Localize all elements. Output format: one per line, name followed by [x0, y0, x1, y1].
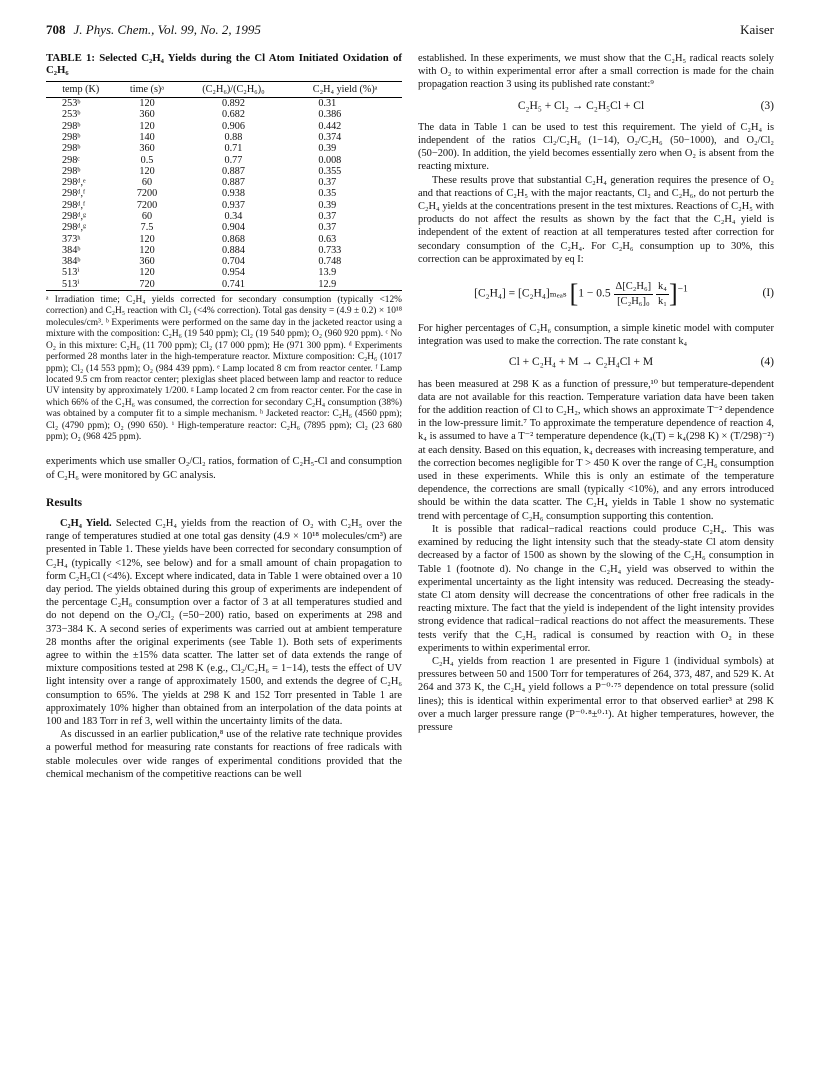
table-cell: 298ᵇ	[62, 143, 81, 155]
table-cell: 120	[139, 233, 155, 245]
page-header	[46, 22, 774, 42]
table-row	[46, 109, 402, 120]
table-cell: 298ᵈ,ᵍ	[62, 210, 87, 222]
table-cell: 0.63	[318, 233, 337, 245]
table-cell: 360	[139, 109, 155, 121]
col-header: (C₂H₆)/(C₂H₆)₀	[179, 81, 289, 97]
table-cell: 60	[141, 177, 153, 189]
paragraph-text: Selected C₂H₄ yields from the reaction of O₂ with C₂H₅ over the range of temperatures studied at one total gas density (4.9 × 10¹⁸ molecules/cm³) are presented in Table 1. These yields have been corrected for secondary consumption of C₂H₄ (typically <12%, see below) and for a small amount of chain propagation to form C₂H₅Cl (<4%). Except where indicated, data in Table 1 were obtained over a 10 day period. The yields obtained during this group of experiments are independent of the percentage C₂H₆ consumption over a factor of 3 at all temperatures studied and do not depend on the O₂/Cl₂ (=50−200) ratio, based on experiments at 298 and 373−384 K. A second series of experiments was carried out at ambient temperature 28 months after the original experiments (see Table 1). Both sets of experiments agree to within the ±15% data scatter. The latter set of data extends the range of mixture compositions tested at 298 K (e.g., Cl₂/C₂H₆ = 1−14), tests the effect of UV light intensity over a range of approximately 1500, and extends the degree of C₂H₆ consumption to 65%. The yields at 298 K and 152 Torr presented in Table 1 are approximately 10% higher than obtained from an interpolation of the data points at 100 and 183 Torr in ref 3, well within the uncertainty limits of the data.	[46, 517, 402, 727]
table-cell: 373ʰ	[62, 233, 81, 245]
table-cell: 0.733	[318, 244, 342, 256]
table-cell: 384ᵇ	[62, 256, 81, 268]
run-in-heading: C₂H₄ Yield.	[60, 517, 112, 529]
table-cell: 298ᵇ	[62, 120, 81, 132]
table-cell: 360	[139, 143, 155, 155]
table-cell: 7200	[136, 199, 158, 211]
table-row	[46, 279, 402, 291]
table-cell: 0.741	[179, 279, 289, 291]
table-cell: 298ᵈ,ᶠ	[62, 199, 86, 211]
table-cell: 120	[139, 98, 155, 110]
table-cell: 120	[139, 165, 155, 177]
section-heading: Results	[46, 495, 83, 509]
table-cell: 120	[139, 267, 155, 279]
table-cell: 0.35	[318, 188, 337, 200]
table-cell: 0.938	[221, 188, 245, 200]
table-cell: 298ᵇ	[62, 131, 81, 143]
table-cell: 0.386	[318, 109, 342, 121]
table-cell: 0.39	[318, 143, 337, 155]
table-cell: 0.008	[318, 154, 342, 166]
equation-I: [C₂H₄] = [C₂H₄]ₘₑₐₛ [1 − 0.5 $\frac{\text{Δ[C₂H₆]}}{\text{[C₂H₆]₀}}$ $\frac{\text{k₄}}{\text{k₁}}$ ]$^{-1}$ (I)	[474, 279, 774, 309]
table-cell: 298ᵈ,ᶠ	[62, 188, 86, 200]
table-cell: 298ᵇ	[62, 165, 81, 177]
table-cell: 298ᶜ	[62, 154, 80, 166]
fraction: $\frac{\text{k₄}}{\text{k₁}}$	[658, 281, 667, 307]
table-row	[46, 98, 402, 110]
table-cell: 0.37	[318, 177, 337, 189]
table-cell: 0.937	[221, 199, 245, 211]
table-cell: 0.88	[224, 131, 243, 143]
table-cell: 298ᵈ,ᵍ	[62, 222, 87, 234]
table-cell: 384ᵇ	[62, 244, 81, 256]
paragraph: has been measured at 298 K as a function of pressure,¹⁰ but temperature-dependent data are not available for this reaction. Temperature variation data have been taken for the addition reaction of Cl to C₂H₂, which shows an approximate T⁻² dependence in the low-pressure limit.⁷ To approximate the temperature dependence of reaction 4, k₄ is assumed to have a T⁻² temperature dependence (k₄(T) = k₄(298 K) × (T/298)⁻²) at each density. Based on this equation, k₄ decreases with increasing temperature, and the correction becomes negligible for T > 450 K over the range of C₂H₆ consumption used in these experiments. While this is only an estimate of the temperature dependence, the corrections are small (typically <10%), and any errors introduced should be within the data scatter. The C₂H₄ yields in Table 1 show no systematic trend with percentage of C₂H₆ consumption supporting this contention.	[418, 378, 774, 522]
table-cell: 360	[139, 256, 155, 268]
table-row	[46, 155, 402, 166]
table-cell: 0.906	[221, 120, 245, 132]
table-cell: 0.442	[318, 120, 342, 132]
fraction: $\frac{\text{Δ[C₂H₆]}}{\text{[C₂H₆]₀}}$	[615, 281, 652, 307]
table-cell: 0.355	[318, 165, 342, 177]
table-row	[46, 166, 402, 177]
table-cell: 0.884	[221, 244, 245, 256]
table-cell: 120	[139, 120, 155, 132]
paragraph: experiments which use smaller O₂/Cl₂ ratios, formation of C₂H₅-Cl and consumption of C₂H₆ were monitored by GC analysis.	[46, 456, 402, 481]
table-cell: 0.374	[318, 131, 342, 143]
table-row	[46, 222, 402, 233]
paragraph: It is possible that radical−radical reactions could produce C₂H₄. This was examined by reducing the light intensity such that the steady-state Cl atom density decreased by a factor of 1500 as shown by the slowing of the C₂H₆ consumption in Table 1 (footnote d). No change in the C₂H₄ yield was observed to within the experimental uncertainty as the light intensity was reduced. Decreasing the steady-state Cl atom density will decrease the concentrations of other free radicals in the reacting mixture. The fact that the yield is independent of the light intensity provides strong evidence that radical−radical reactions do not affect the measurements. These tests verify that the C₂H₅ radical is consumed by reaction with O₂ in these experiments to within experimental error.	[418, 523, 774, 654]
table-cell: 140	[139, 131, 155, 143]
table-cell: 0.954	[221, 267, 245, 279]
table-cell: 0.5	[140, 154, 154, 166]
table-cell: 12.9	[288, 279, 402, 291]
table-cell: 0.704	[221, 256, 245, 268]
paragraph: established. In these experiments, we must show that the C₂H₅ radical reacts solely with O₂ to within experimental error after a small correction is made for the chain propagation reaction 3 using its published rate constant:⁹	[418, 53, 774, 91]
running-author: Kaiser	[740, 22, 774, 37]
table-cell: 513ⁱ	[46, 279, 115, 291]
equation-lhs: [C₂H₄] = [C₂H₄]ₘₑₐₛ	[474, 287, 567, 300]
table-row	[46, 121, 402, 132]
table-caption: TABLE 1: Selected C₂H₄ Yields during the Cl Atom Initiated Oxidation of C₂H₆	[46, 52, 402, 77]
table-cell: 0.71	[224, 143, 243, 155]
table-cell: 7200	[136, 188, 158, 200]
table-row	[46, 245, 402, 256]
table-cell: 513ⁱ	[62, 267, 80, 279]
table-cell: 13.9	[318, 267, 337, 279]
equation-expression: C₂H₅ + Cl₂ → C₂H₅Cl + Cl	[517, 99, 645, 112]
table-header-row	[46, 81, 402, 97]
right-column	[418, 52, 774, 734]
table-cell: 60	[141, 210, 153, 222]
col-header: temp (K)	[46, 81, 115, 97]
table-cell: 0.39	[318, 199, 337, 211]
equation-3	[418, 100, 774, 113]
equation-term: 1 − 0.5	[578, 287, 611, 300]
journal-citation: J. Phys. Chem., Vol. 99, No. 2, 1995	[73, 22, 261, 37]
page-number: 708	[46, 22, 66, 37]
table-row	[46, 143, 402, 154]
left-column	[46, 52, 402, 781]
table-cell: 0.37	[318, 210, 337, 222]
table-row	[46, 234, 402, 245]
table-cell: 0.887	[221, 165, 245, 177]
table-cell: 298ᵈ,ᵉ	[62, 177, 86, 189]
paragraph: The data in Table 1 can be used to test this requirement. The yield of C₂H₄ is independent of the ratios Cl₂/C₂H₆ (1−14), O₂/C₂H₆ (50−1000), and O₂/Cl₂ (50−200). In addition, the yield becomes essentially zero when O₂ is absent from the reacting mixture.	[418, 121, 774, 173]
table-cell: 0.37	[318, 222, 337, 234]
table-row	[46, 200, 402, 211]
table-row	[46, 267, 402, 278]
table-cell: 0.868	[221, 233, 245, 245]
col-header: C₂H₄ yield (%)ᵃ	[288, 81, 402, 97]
table-cell: 0.904	[221, 222, 245, 234]
table-cell: 0.748	[318, 256, 342, 268]
table-cell: 720	[115, 279, 178, 291]
paragraph: For higher percentages of C₂H₆ consumption, a simple kinetic model with computer integration was used to make the correction. The rate constant k₄	[418, 323, 774, 348]
col-header: time (s)ᵃ	[115, 81, 178, 97]
table-row	[46, 256, 402, 267]
paragraph: These results prove that substantial C₂H₄ generation requires the presence of O₂ and that reactions of C₂H₅ with the major reactants, Cl₂ and C₂H₆, do not perturb the C₂H₄ yields at the concentrations present in the test mixtures. Reactions of C₂H₅ with products do not affect the results as shown by the fact that the C₂H₄ yield is independent of the extent of reaction at all temperatures tested after correction for secondary consumption of the C₂H₄. For C₂H₆ consumption up to 30%, this correction can be approximated by eq I:	[418, 174, 774, 265]
table-cell: 0.887	[221, 177, 245, 189]
equation-number: (I)	[762, 287, 774, 300]
paragraph: C₂H₄ yields from reaction 1 are presented in Figure 1 (individual symbols) at pressures between 50 and 1500 Torr for temperatures of 264, 373, 487, and 529 K. At 264 and 373 K, the C₂H₄ yield follows a P⁻⁰·⁷⁵ dependence on total pressure (solid lines); this is identical within experimental error to that observed earlier³ at 298 K over a much larger pressure range (P⁻⁰·⁸±⁰·¹). At higher temperatures, however, the pressure	[418, 655, 774, 733]
table-cell: 120	[139, 244, 155, 256]
exponent: −1	[677, 283, 688, 295]
table-cell: 0.77	[224, 154, 243, 166]
table-footnotes: ᵃ Irradiation time; C₂H₄ yields corrected for secondary consumption (typically <12% correction) and C₂H₅ reaction with Cl₂ (<4% correction). Total gas density = (4.9 ± 0.2) × 10¹⁸ molecules/cm³. ᵇ Experiments were performed on the same day in the jacketed reactor using a mixture with the composition: C₂H₆ (19 540 ppm); Cl₂ (19 540 ppm); O₂ (960 920 ppm). ᶜ No O₂ in this mixture: C₂H₆ (11 700 ppm); Cl₂ (17 000 ppm); He (971 300 ppm). ᵈ Experiments performed 28 months later in the high-temperature reactor. Mixture composition: C₂H₆ (1017 ppm); Cl₂ (14 553 ppm); O₂ (984 439 ppm). ᵉ Lamp located 8 cm from reactor center. ᶠ Lamp located 9.5 cm from reactor center; plexiglas sheet placed between lamp and reactor to reduce UV intensity by approximately 1/200. ᵍ Lamp located 2 cm from reactor center. For the case in which 66% of the C₂H₆ was consumed, the correction for secondary C₂H₄ consumption (38%) was obtained by a computer fit to a simple mechanism. ʰ Jacketed reactor: C₂H₆ (4560 ppm); Cl₂ (4790 ppm); O₂ (990 650). ⁱ High-temperature reactor: C₂H₆ (7895 ppm); Cl₂ (23 680 ppm); O₂ (968 425 ppm).	[46, 295, 402, 442]
equation-4	[418, 356, 774, 369]
table-cell: 0.892	[221, 98, 245, 110]
table-row	[46, 188, 402, 199]
equation-number: (4)	[760, 356, 774, 369]
table-row	[46, 177, 402, 188]
table-cell: 0.682	[221, 109, 245, 121]
table-row	[46, 132, 402, 143]
paragraph: As discussed in an earlier publication,⁸ use of the relative rate technique provides a powerful method for measuring rate constants for reactions of free radicals with stable molecules over wide ranges of experimental conditions provided that the chemical mechanism of the competitive reactions can be well	[46, 729, 402, 780]
equation-number: (3)	[760, 99, 774, 112]
table-cell: 7.5	[140, 222, 154, 234]
table-cell: 253ᵇ	[62, 98, 81, 110]
paragraph	[46, 517, 402, 728]
table-cell: 0.31	[318, 98, 337, 110]
equation-expression: Cl + C₂H₄ + M → C₂H₄Cl + M	[508, 356, 654, 369]
table-cell: 253ᵇ	[62, 109, 81, 121]
yields-table	[46, 81, 402, 291]
table-cell: 0.34	[224, 210, 243, 222]
table-row	[46, 211, 402, 222]
